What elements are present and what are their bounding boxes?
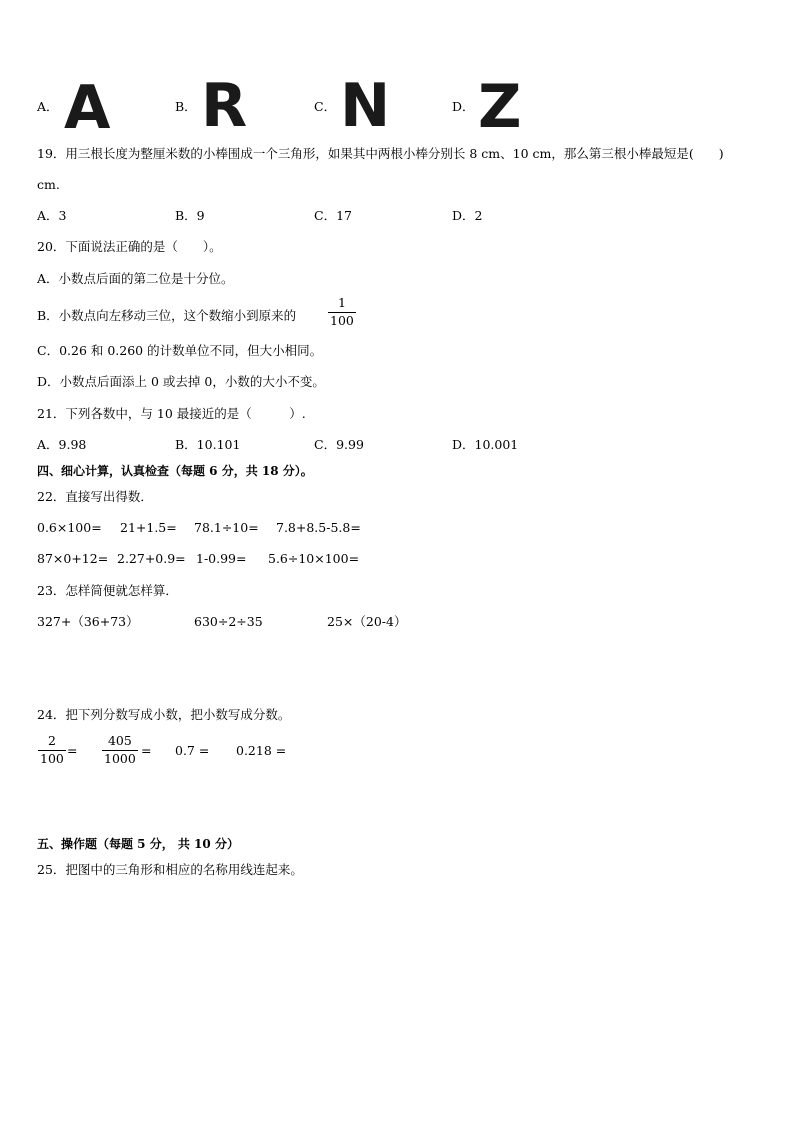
q24-fraction-1 bbox=[38, 735, 66, 765]
q19-option-a: A．3 bbox=[37, 208, 67, 223]
q22-item: 5.6÷10×100= bbox=[268, 551, 360, 566]
q24-stem: 24．把下列分数写成小数，把小数写成分数。 bbox=[37, 707, 291, 722]
fraction-denominator: 100 bbox=[330, 312, 354, 328]
q24-equals-2: = bbox=[141, 743, 152, 758]
fraction-denominator: 100 bbox=[40, 750, 64, 766]
fraction-numerator: 1 bbox=[337, 295, 346, 310]
q18-option-d-label: D． bbox=[452, 99, 475, 114]
fraction-numerator: 405 bbox=[107, 733, 132, 748]
q22-item: 87×0+12= bbox=[37, 551, 109, 566]
q18-option-b-letter: R bbox=[201, 71, 248, 141]
q21-option-a: A．9.98 bbox=[37, 437, 87, 452]
q23-item: 327+（36+73） bbox=[37, 614, 139, 629]
q21-stem: 21．下列各数中，与 10 最接近的是（ ）. bbox=[37, 406, 306, 421]
q18-option-b-label: B． bbox=[175, 99, 197, 114]
q19-option-b: B．9 bbox=[175, 208, 205, 223]
q25-stem: 25．把图中的三角形和相应的名称用线连起来。 bbox=[37, 862, 303, 877]
q20-option-c: C．0.26 和 0.260 的计数单位不同，但大小相同。 bbox=[37, 343, 323, 358]
q22-item: 21+1.5= bbox=[120, 520, 177, 535]
q23-stem: 23．怎样简便就怎样算． bbox=[37, 583, 178, 598]
q23-item: 25×（20-4） bbox=[327, 614, 407, 629]
q20-option-d: D．小数点后面添上 0 或去掉 0，小数的大小不变。 bbox=[37, 374, 325, 389]
q23-item: 630÷2÷35 bbox=[194, 614, 263, 629]
q18-option-a-letter: A bbox=[64, 73, 111, 143]
q20-option-a: A．小数点后面的第二位是十分位。 bbox=[37, 271, 234, 286]
q18-option-c-label: C． bbox=[314, 99, 337, 114]
q24-decimal-1: 0.7 = bbox=[175, 743, 210, 758]
q18-option-d-letter: Z bbox=[478, 72, 522, 142]
q20-stem: 20．下面说法正确的是（ ）。 bbox=[37, 239, 222, 254]
q22-item: 7.8+8.5-5.8= bbox=[276, 520, 361, 535]
section-4-title: 四、细心计算，认真检查（每题 6 分，共 18 分）。 bbox=[37, 464, 313, 478]
q22-item: 2.27+0.9= bbox=[117, 551, 186, 566]
q22-item: 1-0.99= bbox=[196, 551, 247, 566]
fraction-denominator: 1000 bbox=[104, 750, 136, 766]
q21-option-b: B．10.101 bbox=[175, 437, 241, 452]
q21-option-d: D．10.001 bbox=[452, 437, 519, 452]
q22-item: 0.6×100= bbox=[37, 520, 102, 535]
section-5-title: 五、操作题（每题 5 分， 共 10 分） bbox=[37, 837, 239, 851]
q19-stem-continued: cm. bbox=[37, 177, 60, 192]
q20-option-b-fraction bbox=[328, 297, 356, 327]
q19-option-d: D．2 bbox=[452, 208, 483, 223]
fraction-numerator: 2 bbox=[47, 733, 56, 748]
q24-equals-1: = bbox=[67, 743, 78, 758]
q19-option-c: C．17 bbox=[314, 208, 352, 223]
q18-option-a-label: A． bbox=[37, 99, 59, 114]
q22-item: 78.1÷10= bbox=[194, 520, 259, 535]
q20-option-b: B．小数点向左移动三位，这个数缩小到原来的 bbox=[37, 308, 297, 323]
q18-option-c-letter: N bbox=[340, 71, 391, 141]
q24-decimal-2: 0.218 = bbox=[236, 743, 287, 758]
q21-option-c: C．9.99 bbox=[314, 437, 364, 452]
q19-stem: 19．用三根长度为整厘米数的小棒围成一个三角形，如果其中两根小棒分别长 8 cm、10 cm，那么第三根小棒最短是( ) bbox=[37, 146, 724, 161]
q24-fraction-2 bbox=[102, 735, 138, 765]
q22-stem: 22．直接写出得数． bbox=[37, 489, 153, 504]
